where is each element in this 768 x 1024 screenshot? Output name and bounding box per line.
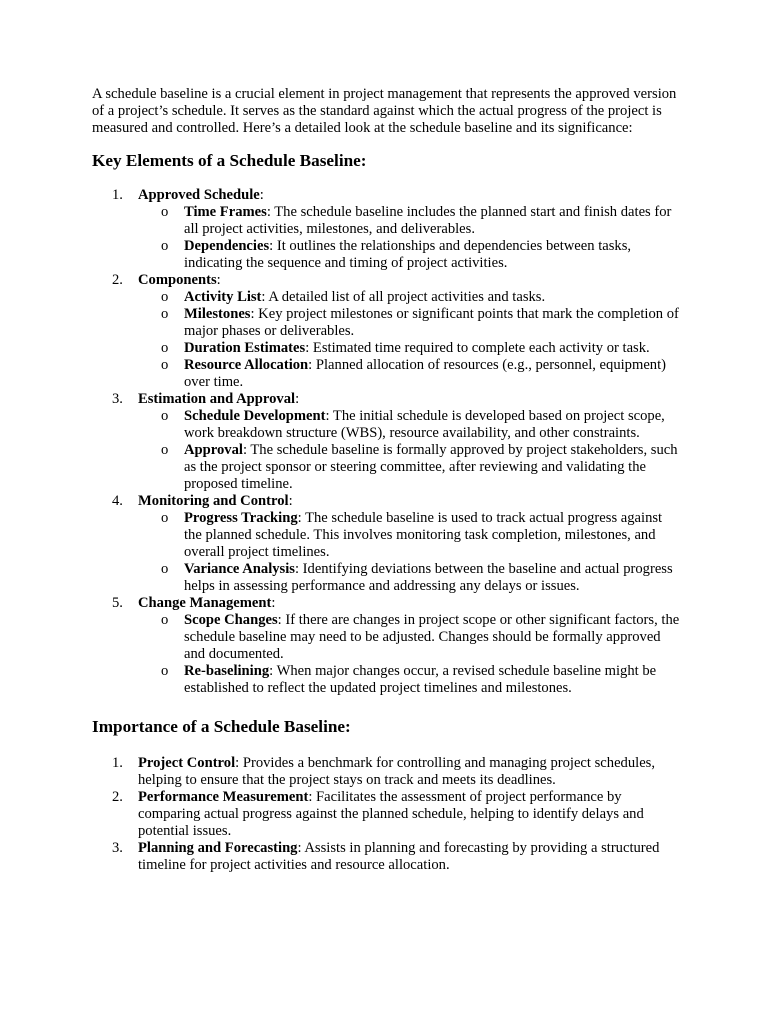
item-title: Components [138,272,217,288]
bullet-icon: o [161,612,169,628]
item-title: Performance Measurement [138,789,309,805]
list-item [92,595,682,697]
sub-item-text: : Identifying deviations between the baseline and actual progress helps in assessing performance and addressing any delays or issues. [184,561,673,594]
sub-list-item [138,663,682,697]
item-title: Planning and Forecasting [138,840,298,856]
sub-item-title: Milestones [184,306,251,322]
sub-item-text: : Planned allocation of resources (e.g., personnel, equipment) over time. [184,357,667,390]
sub-list-item [138,306,682,340]
item-title: Change Management [138,595,272,611]
sub-item-text: : If there are changes in project scope or other significant factors, the schedule baseline may need to be adjusted. Changes should be formally approved and documented. [184,612,680,662]
document-page [92,86,682,874]
list-number: 5. [112,595,123,611]
sub-item-text: : When major changes occur, a revised schedule baseline might be established to reflect the updated project timelines and milestones. [184,663,657,696]
sub-item-title: Time Frames [184,204,267,220]
list-number: 2. [112,272,123,288]
list-item [92,272,682,391]
item-suffix: : [216,272,221,288]
key-elements-list [92,187,682,697]
sub-list [138,289,682,391]
importance-section [92,717,682,874]
list-item [92,493,682,595]
item-title: Estimation and Approval [138,391,296,407]
sub-item-text: : The schedule baseline includes the planned start and finish dates for all project activities, milestones, and deliverables. [184,204,672,237]
sub-list-item [138,510,682,561]
list-item [92,187,682,272]
item-title: Monitoring and Control [138,493,289,509]
bullet-icon: o [161,238,169,254]
sub-item-text: : Key project milestones or significant points that mark the completion of major phases or deliverables. [184,306,679,339]
key-elements-section [92,151,682,697]
sub-list-item [138,340,682,357]
list-number: 1. [112,755,123,771]
list-item [92,789,682,840]
sub-item-title: Resource Allocation [184,357,309,373]
list-number: 2. [112,789,123,805]
sub-item-title: Approval [184,442,243,458]
section-heading-importance: Importance of a Schedule Baseline: [92,717,351,736]
bullet-icon: o [161,510,169,526]
sub-list-item [138,561,682,595]
bullet-icon: o [161,289,169,305]
sub-item-title: Variance Analysis [184,561,295,577]
item-text: : Facilitates the assessment of project performance by comparing actual progress against the planned schedule, helping to identify delays and potential issues. [138,789,644,839]
sub-item-text: : The schedule baseline is formally approved by project stakeholders, such as the project sponsor or steering committee, after reviewing and validating the proposed timeline. [184,442,678,492]
sub-list [138,510,682,595]
sub-list-item [138,612,682,663]
bullet-icon: o [161,306,169,322]
item-suffix: : [271,595,276,611]
item-suffix: : [288,493,293,509]
item-text: : Assists in planning and forecasting by providing a structured timeline for project activities and resource allocation. [138,840,660,873]
section-heading-key-elements: Key Elements of a Schedule Baseline: [92,151,367,170]
list-item [92,391,682,493]
sub-list-item [138,442,682,493]
bullet-icon: o [161,408,169,424]
sub-item-title: Schedule Development [184,408,326,424]
intro-paragraph: A schedule baseline is a crucial element in project management that represents the approved version of a project’s schedule. It serves as the standard against which the actual progress of the project is measured and controlled. Here’s a detailed look at the schedule baseline and its significance: [92,86,677,136]
sub-item-text: : The initial schedule is developed based on project scope, work breakdown structure (WBS), resource availability, and other constraints. [184,408,665,441]
sub-item-title: Dependencies [184,238,270,254]
bullet-icon: o [161,561,169,577]
sub-list-item [138,238,682,272]
bullet-icon: o [161,340,169,356]
list-number: 3. [112,391,123,407]
item-title: Approved Schedule [138,187,260,203]
sub-item-title: Scope Changes [184,612,278,628]
sub-list [138,612,682,697]
bullet-icon: o [161,442,169,458]
sub-item-text: : It outlines the relationships and dependencies between tasks, indicating the sequence and timing of project activities. [184,238,632,271]
sub-item-title: Progress Tracking [184,510,298,526]
sub-item-title: Duration Estimates [184,340,306,356]
sub-list-item [138,408,682,442]
bullet-icon: o [161,357,169,373]
list-number: 1. [112,187,123,203]
list-item [92,840,682,874]
sub-item-text: : A detailed list of all project activities and tasks. [261,289,546,305]
item-text: : Provides a benchmark for controlling and managing project schedules, helping to ensure that the project stays on track and meets its deadlines. [138,755,655,788]
list-item [92,755,682,789]
list-number: 4. [112,493,123,509]
sub-item-title: Activity List [184,289,262,305]
sub-list-item [138,204,682,238]
item-title: Project Control [138,755,236,771]
item-suffix: : [259,187,264,203]
sub-item-title: Re-baselining [184,663,270,679]
sub-list [138,204,682,272]
bullet-icon: o [161,663,169,679]
sub-list-item [138,357,682,391]
bullet-icon: o [161,204,169,220]
sub-item-text: : Estimated time required to complete each activity or task. [305,340,650,356]
importance-list [92,755,682,874]
sub-item-text: : The schedule baseline is used to track actual progress against the planned schedule. This involves monitoring task completion, milestones, and overall project timelines. [184,510,663,560]
list-number: 3. [112,840,123,856]
sub-list-item [138,289,682,306]
item-suffix: : [295,391,300,407]
sub-list [138,408,682,493]
